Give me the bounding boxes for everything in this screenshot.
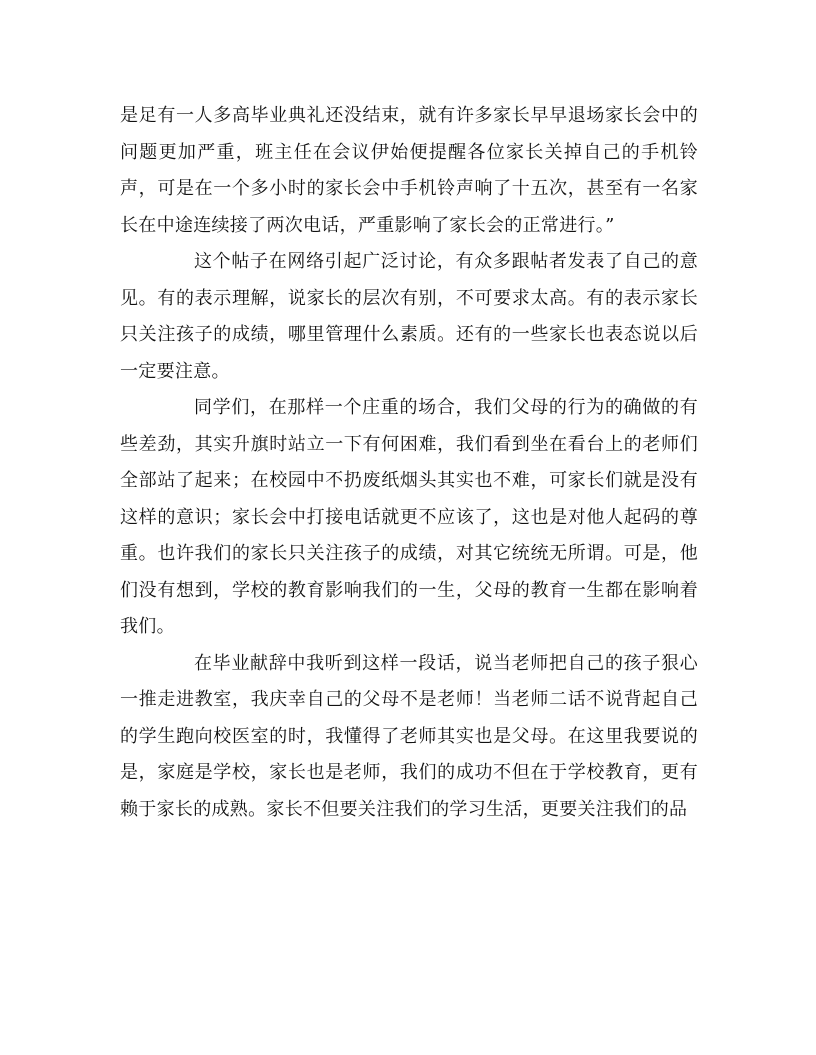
paragraph-4: 在毕业献辞中我听到这样一段话，说当老师把自己的孩子狠心一推走进教室，我庆幸自己的父母不是老师！当老师二话不说背起自己的学生跑向校医室的时，我懂得了老师其实也是父母。在这里我要说的是，家庭是学校，家长也是老师，我们的成功不但在于学校教育，更有赖于家长的成熟。家长不但要关注我们的学习生活，更要关注我们的品 <box>120 652 698 820</box>
paragraph-2: 这个帖子在网络引起广泛讨论，有众多跟帖者发表了自己的意见。有的表示理解，说家长的层次有别，不可要求太高。有的表示家长只关注孩子的成绩，哪里管理什么素质。还有的一些家长也表态说以后一定要注意。 <box>120 251 698 382</box>
paragraph-3: 同学们，在那样一个庄重的场合，我们父母的行为的确做的有些差劲，其实升旗时站立一下有何困难，我们看到坐在看台上的老师们全部站了起来；在校园中不扔废纸烟头其实也不难，可家长们就是没有这样的意识；家长会中打接电话就更不应该了，这也是对他人起码的尊重。也许我们的家长只关注孩子的成绩，对其它统统无所谓。可是，他们没有想到，学校的教育影响我们的一生，父母的教育一生都在影响着我们。 <box>120 397 698 637</box>
paragraph-1: 是足有一人多高毕业典礼还没结束，就有许多家长早早退场家长会中的问题更加严重，班主任在会议伊始便提醒各位家长关掉自己的手机铃声，可是在一个多小时的家长会中手机铃声响了十五次，甚至有一名家长在中途连续接了两次电话，严重影响了家长会的正常进行。” <box>120 105 698 236</box>
document-body <box>120 98 698 828</box>
